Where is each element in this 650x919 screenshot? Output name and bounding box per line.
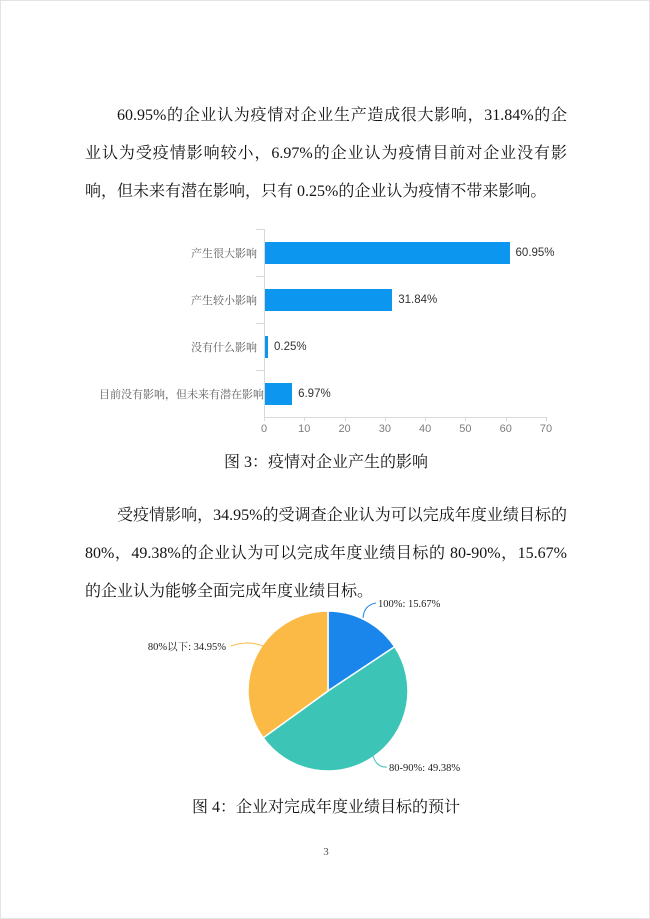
- bar-value-label: 31.84%: [398, 293, 438, 306]
- x-axis-tick: [385, 417, 386, 421]
- pie-slice-label: 100%: 15.67%: [378, 599, 441, 610]
- paragraph-impact-summary: 60.95%的企业认为疫情对企业生产造成很大影响，31.84%的企业认为受疫情影响较小，6.97%的企业认为疫情目前对企业没有影响，但未来有潜在影响，只有 0.25%的企业认为疫情不带来影响。: [85, 107, 567, 200]
- y-axis-tick: [256, 323, 264, 324]
- figure-4-caption: 图 4：企业对完成年度业绩目标的预计: [191, 799, 460, 816]
- pie-chart-canvas: [111, 589, 541, 789]
- x-axis-tick: [264, 417, 265, 421]
- bar-value-label: 60.95%: [515, 246, 555, 259]
- x-axis-tick-label: 40: [419, 423, 432, 435]
- x-axis-line: [264, 417, 547, 418]
- figure-4-pie-chart: [111, 589, 541, 789]
- x-axis-tick: [345, 417, 346, 421]
- bar: [264, 383, 292, 405]
- figure-3-bar-chart: [99, 229, 555, 441]
- x-axis-tick: [304, 417, 305, 421]
- paragraph-target-summary: 受疫情影响，34.95%的受调查企业认为可以完成年度业绩目标的 80%，49.38%的企业认为可以完成年度业绩目标的 80-90%，15.67%的企业认为能够全面完成年度业绩目标。: [85, 507, 567, 600]
- bar-category-label: 目前没有影响，但未来有潜在影响: [99, 388, 264, 401]
- x-axis-tick-label: 20: [338, 423, 351, 435]
- y-axis-tick: [256, 370, 264, 371]
- x-axis-tick-label: 50: [459, 423, 472, 435]
- pie-slice-label: 80-90%: 49.38%: [389, 763, 461, 774]
- bar-value-label: 6.97%: [298, 387, 331, 400]
- page-number: 3: [323, 846, 329, 858]
- x-axis-tick: [465, 417, 466, 421]
- x-axis-tick: [425, 417, 426, 421]
- pie-callout-line: [373, 756, 387, 767]
- bar: [264, 242, 510, 264]
- bar-category-label: 产生很大影响: [191, 247, 257, 260]
- pie-callout-line: [231, 643, 263, 646]
- x-axis-tick-label: 10: [298, 423, 311, 435]
- bar: [264, 289, 392, 311]
- pie-callout-line: [363, 603, 376, 618]
- bar-category-label: 没有什么影响: [191, 341, 257, 354]
- y-axis-tick: [256, 229, 264, 230]
- x-axis-tick-label: 70: [539, 423, 553, 435]
- x-axis-tick: [506, 417, 507, 421]
- x-axis-tick-label: 30: [378, 423, 391, 435]
- y-axis-tick: [256, 276, 264, 277]
- x-axis-tick-label: 60: [499, 423, 512, 435]
- bar-value-label: 0.25%: [274, 340, 307, 353]
- figure-3-caption: 图 3：疫情对企业产生的影响: [223, 454, 428, 471]
- y-axis-line: [264, 229, 265, 417]
- x-axis-tick-label: 0: [260, 423, 268, 435]
- pie-slice-label: 80%以下: 34.95%: [147, 642, 226, 653]
- bar-category-label: 产生较小影响: [191, 294, 257, 307]
- x-axis-tick: [546, 417, 547, 421]
